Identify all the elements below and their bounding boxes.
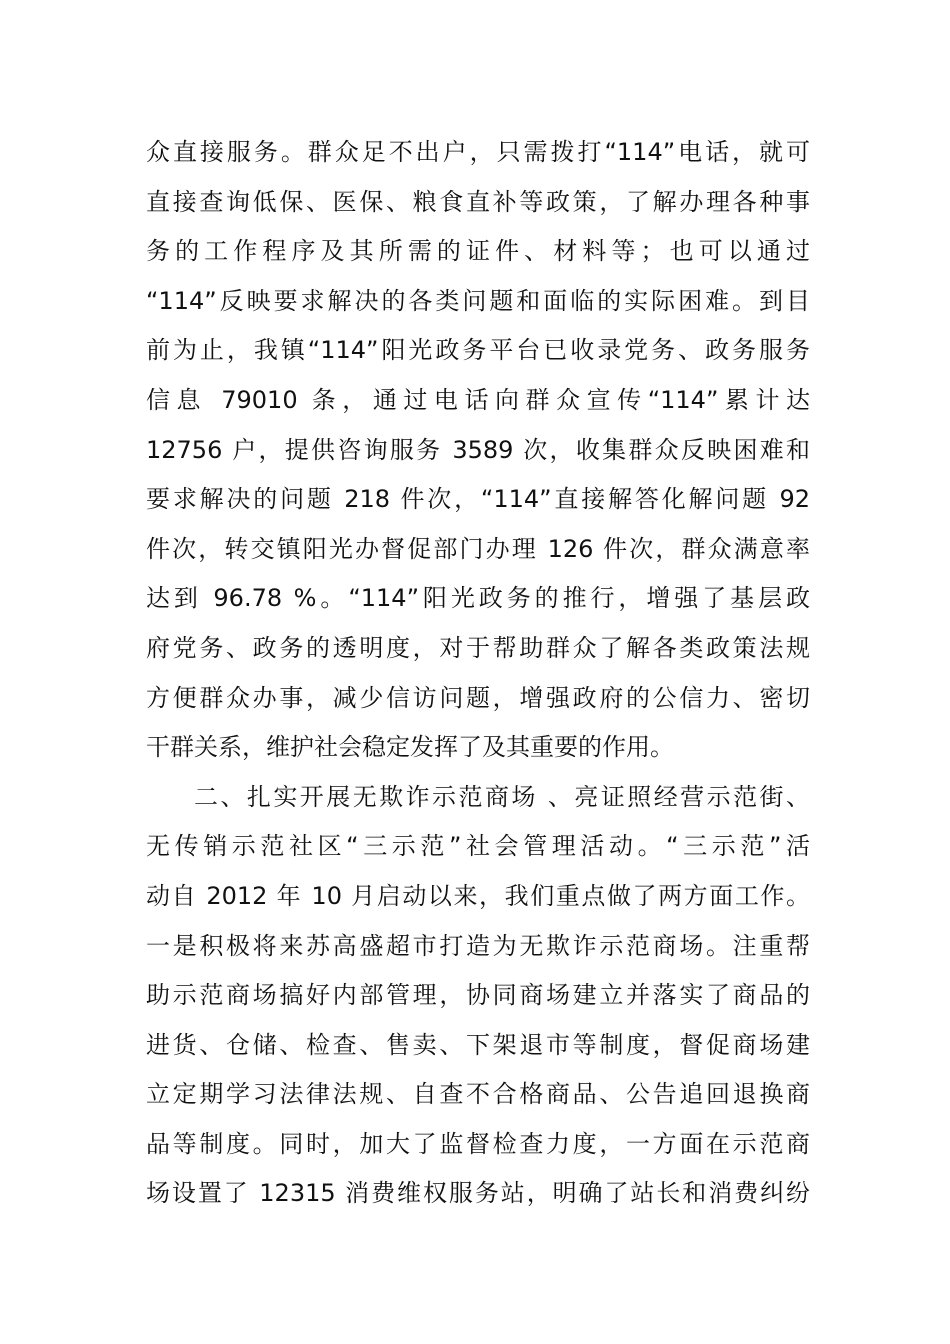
section-heading-line: 二、扎实开展无欺诈示范商场 、亮证照经营示范街、 bbox=[194, 782, 810, 811]
text-line: 要求解决的问题 218 件次，“114”直接解答化解问题 92 bbox=[146, 485, 810, 514]
text-line: 品等制度。同时，加大了监督检查力度，一方面在示范商 bbox=[146, 1129, 810, 1158]
text-line: 信息 79010 条，通过电话向群众宣传“114”累计达 bbox=[146, 385, 810, 414]
text-line: 件次，转交镇阳光办督促部门办理 126 件次，群众满意率 bbox=[146, 534, 810, 563]
text-line: 达到 96.78 %。“114”阳光政务的推行，增强了基层政 bbox=[146, 584, 810, 613]
text-line: 直接查询低保、医保、粮食直补等政策，了解办理各种事 bbox=[146, 187, 810, 216]
text-line: 无传销示范社区“三示范”社会管理活动。“三示范”活 bbox=[146, 832, 810, 861]
text-line: 务的工作程序及其所需的证件、材料等；也可以通过 bbox=[146, 237, 810, 266]
text-line: 众直接服务。群众足不出户，只需拨打“114”电话，就可 bbox=[146, 138, 810, 166]
text-line: 12756 户，提供咨询服务 3589 次，收集群众反映困难和 bbox=[146, 435, 810, 464]
body-text bbox=[146, 128, 810, 1219]
text-line: 干群关系，维护社会稳定发挥了及其重要的作用。 bbox=[146, 733, 674, 762]
text-line: 府党务、政务的透明度，对于帮助群众了解各类政策法规 bbox=[146, 633, 810, 662]
text-line: 前为止，我镇“114”阳光政务平台已收录党务、政务服务 bbox=[146, 336, 810, 365]
text-line: “114”反映要求解决的各类问题和面临的实际困难。到目 bbox=[146, 286, 810, 315]
text-line: 助示范商场搞好内部管理，协同商场建立并落实了商品的 bbox=[146, 981, 810, 1010]
text-line: 一是积极将来苏高盛超市打造为无欺诈示范商场。注重帮 bbox=[146, 931, 810, 960]
text-line: 方便群众办事，减少信访问题，增强政府的公信力、密切 bbox=[146, 683, 810, 712]
text-line: 动自 2012 年 10 月启动以来，我们重点做了两方面工作。 bbox=[146, 881, 810, 910]
text-line: 进货、仓储、检查、售卖、下架退市等制度，督促商场建 bbox=[146, 1030, 810, 1059]
text-line: 场设置了 12315 消费维权服务站，明确了站长和消费纠纷 bbox=[146, 1179, 810, 1208]
text-line: 立定期学习法律法规、自查不合格商品、公告追回退换商 bbox=[146, 1080, 810, 1109]
